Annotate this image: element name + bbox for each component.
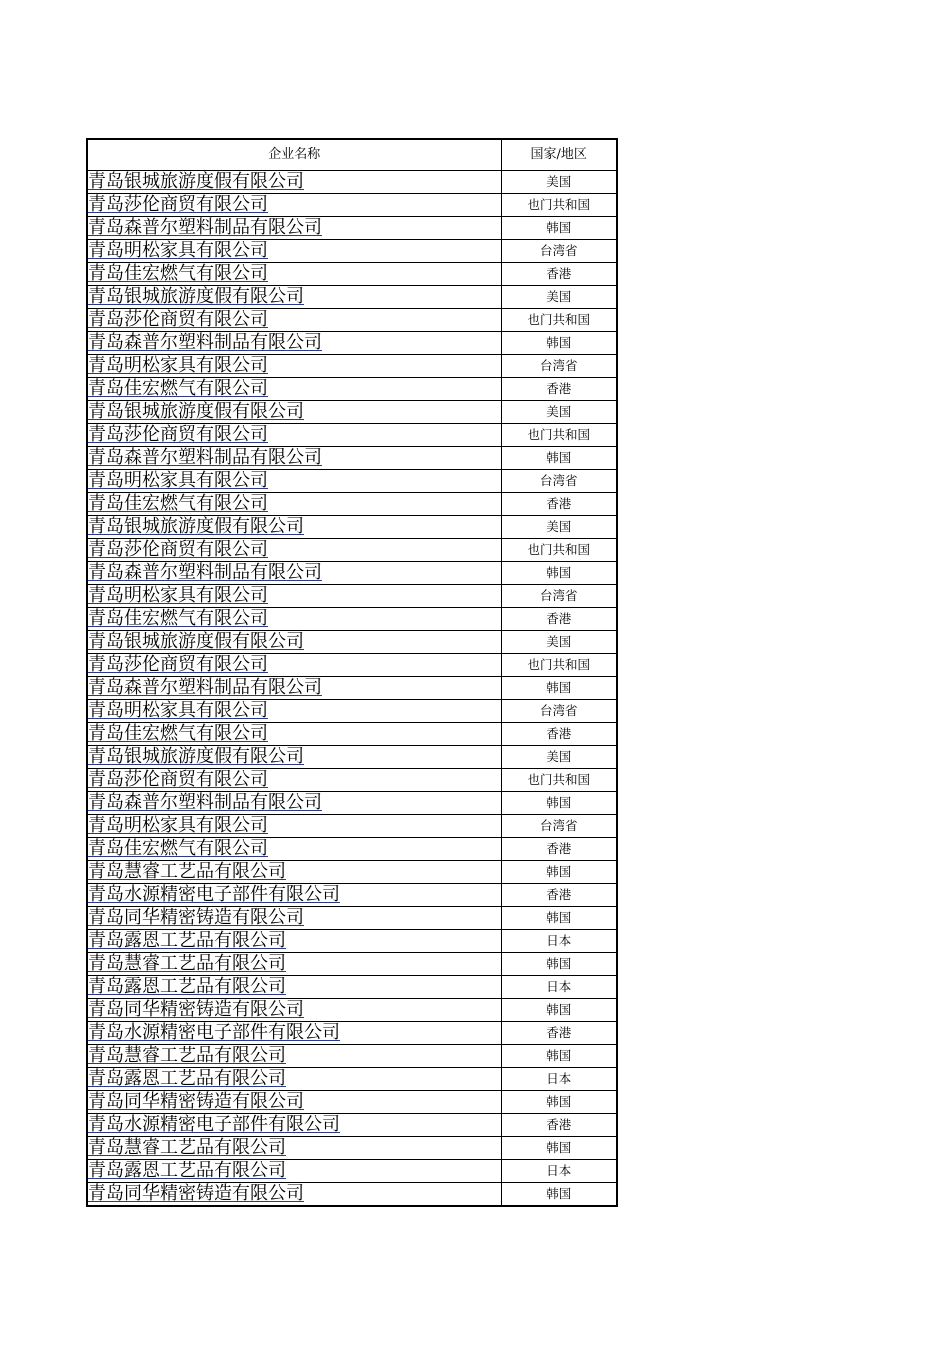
table-row (87, 309, 617, 332)
company-name-cell[interactable] (87, 1022, 501, 1045)
company-name-link[interactable]: 青岛水源精密电子部件有限公司 (88, 1022, 340, 1043)
company-name-cell[interactable] (87, 355, 501, 378)
header-country-region: 国家/地区 (501, 139, 617, 171)
table-row (87, 1068, 617, 1091)
company-name-cell[interactable] (87, 884, 501, 907)
company-name-cell[interactable] (87, 1091, 501, 1114)
country-region-cell: 韩国 (501, 999, 617, 1022)
country-region-cell: 韩国 (501, 792, 617, 815)
company-name-link[interactable]: 青岛明松家具有限公司 (88, 470, 268, 491)
table-row (87, 217, 617, 240)
company-name-link[interactable]: 青岛银城旅游度假有限公司 (88, 516, 304, 537)
company-name-link[interactable]: 青岛佳宏燃气有限公司 (88, 378, 268, 399)
company-name-cell[interactable] (87, 677, 501, 700)
company-name-link[interactable]: 青岛明松家具有限公司 (88, 585, 268, 606)
company-name-link[interactable]: 青岛银城旅游度假有限公司 (88, 286, 304, 307)
company-name-cell[interactable] (87, 976, 501, 999)
table-row (87, 263, 617, 286)
company-name-cell[interactable] (87, 562, 501, 585)
company-name-link[interactable]: 青岛同华精密铸造有限公司 (88, 999, 304, 1020)
country-region-cell: 美国 (501, 631, 617, 654)
table-row (87, 677, 617, 700)
company-name-cell[interactable] (87, 953, 501, 976)
company-name-link[interactable]: 青岛莎伦商贸有限公司 (88, 424, 268, 445)
country-region-cell: 韩国 (501, 953, 617, 976)
table-row (87, 861, 617, 884)
table-row (87, 1022, 617, 1045)
table-row (87, 792, 617, 815)
country-region-cell: 日本 (501, 1160, 617, 1183)
company-name-link[interactable]: 青岛森普尔塑料制品有限公司 (88, 447, 322, 468)
table-row (87, 907, 617, 930)
table-row (87, 769, 617, 792)
table-row (87, 930, 617, 953)
country-region-cell: 韩国 (501, 332, 617, 355)
country-region-cell: 台湾省 (501, 355, 617, 378)
company-name-cell[interactable] (87, 516, 501, 539)
company-name-cell[interactable] (87, 654, 501, 677)
table-row (87, 516, 617, 539)
company-name-cell[interactable] (87, 1045, 501, 1068)
country-region-cell: 台湾省 (501, 470, 617, 493)
company-name-cell[interactable] (87, 700, 501, 723)
company-name-link[interactable]: 青岛水源精密电子部件有限公司 (88, 884, 340, 905)
company-name-cell[interactable] (87, 286, 501, 309)
table-row (87, 286, 617, 309)
country-region-cell: 也门共和国 (501, 424, 617, 447)
company-name-cell[interactable] (87, 769, 501, 792)
table-row (87, 171, 617, 194)
company-name-cell[interactable] (87, 1183, 501, 1207)
table-row (87, 1160, 617, 1183)
company-name-link[interactable]: 青岛明松家具有限公司 (88, 355, 268, 376)
company-name-cell[interactable] (87, 240, 501, 263)
company-name-cell[interactable] (87, 171, 501, 194)
company-name-link[interactable]: 青岛银城旅游度假有限公司 (88, 631, 304, 652)
table-row (87, 631, 617, 654)
table-row (87, 355, 617, 378)
company-name-cell[interactable] (87, 539, 501, 562)
country-region-cell: 韩国 (501, 861, 617, 884)
company-name-cell[interactable] (87, 447, 501, 470)
country-region-cell: 美国 (501, 401, 617, 424)
company-name-link[interactable]: 青岛佳宏燃气有限公司 (88, 263, 268, 284)
table-row (87, 700, 617, 723)
table-row (87, 562, 617, 585)
country-region-cell: 韩国 (501, 1045, 617, 1068)
company-name-cell[interactable] (87, 907, 501, 930)
company-name-cell[interactable] (87, 263, 501, 286)
table-row (87, 1091, 617, 1114)
company-name-link[interactable]: 青岛莎伦商贸有限公司 (88, 539, 268, 560)
country-region-cell: 韩国 (501, 1091, 617, 1114)
company-name-cell[interactable] (87, 194, 501, 217)
table-row (87, 424, 617, 447)
company-name-cell[interactable] (87, 608, 501, 631)
table-row (87, 723, 617, 746)
country-region-cell: 香港 (501, 723, 617, 746)
company-name-cell[interactable] (87, 585, 501, 608)
table-row (87, 999, 617, 1022)
company-name-cell[interactable] (87, 424, 501, 447)
country-region-cell: 香港 (501, 838, 617, 861)
company-name-cell[interactable] (87, 815, 501, 838)
table-row (87, 1045, 617, 1068)
country-region-cell: 韩国 (501, 1183, 617, 1207)
country-region-cell: 也门共和国 (501, 539, 617, 562)
company-name-link[interactable]: 青岛水源精密电子部件有限公司 (88, 1114, 340, 1135)
company-name-link[interactable]: 青岛莎伦商贸有限公司 (88, 194, 268, 215)
table-row (87, 378, 617, 401)
country-region-cell: 台湾省 (501, 585, 617, 608)
table-row (87, 884, 617, 907)
company-name-cell[interactable] (87, 401, 501, 424)
country-region-cell: 日本 (501, 930, 617, 953)
table-row (87, 654, 617, 677)
table-row (87, 240, 617, 263)
country-region-cell: 香港 (501, 1114, 617, 1137)
company-name-cell[interactable] (87, 723, 501, 746)
company-name-link[interactable]: 青岛佳宏燃气有限公司 (88, 723, 268, 744)
country-region-cell: 日本 (501, 1068, 617, 1091)
company-name-link[interactable]: 青岛同华精密铸造有限公司 (88, 907, 304, 928)
country-region-cell: 美国 (501, 516, 617, 539)
table-row (87, 585, 617, 608)
company-name-cell[interactable] (87, 1160, 501, 1183)
company-name-cell[interactable] (87, 332, 501, 355)
table-row (87, 447, 617, 470)
country-region-cell: 香港 (501, 1022, 617, 1045)
table-row (87, 608, 617, 631)
company-name-cell[interactable] (87, 1137, 501, 1160)
company-name-cell[interactable] (87, 493, 501, 516)
company-name-cell[interactable] (87, 378, 501, 401)
country-region-cell: 台湾省 (501, 815, 617, 838)
company-name-link[interactable]: 青岛露恩工艺品有限公司 (88, 930, 286, 951)
table-row (87, 332, 617, 355)
table-row (87, 1183, 617, 1207)
country-region-cell: 美国 (501, 286, 617, 309)
country-region-cell: 美国 (501, 746, 617, 769)
table-row (87, 493, 617, 516)
company-name-link[interactable]: 青岛同华精密铸造有限公司 (88, 1183, 304, 1204)
country-region-cell: 香港 (501, 493, 617, 516)
company-name-link[interactable]: 青岛慧睿工艺品有限公司 (88, 953, 286, 974)
company-name-link[interactable]: 青岛莎伦商贸有限公司 (88, 654, 268, 675)
company-name-link[interactable]: 青岛银城旅游度假有限公司 (88, 171, 304, 192)
table-row (87, 1137, 617, 1160)
company-name-link[interactable]: 青岛莎伦商贸有限公司 (88, 309, 268, 330)
company-name-link[interactable]: 青岛莎伦商贸有限公司 (88, 769, 268, 790)
company-name-cell[interactable] (87, 1114, 501, 1137)
company-name-link[interactable]: 青岛慧睿工艺品有限公司 (88, 1137, 286, 1158)
company-name-cell[interactable] (87, 838, 501, 861)
company-name-link[interactable]: 青岛同华精密铸造有限公司 (88, 1091, 304, 1112)
country-region-cell: 香港 (501, 378, 617, 401)
country-region-cell: 韩国 (501, 677, 617, 700)
country-region-cell: 也门共和国 (501, 654, 617, 677)
company-name-link[interactable]: 青岛露恩工艺品有限公司 (88, 1068, 286, 1089)
company-name-link[interactable]: 青岛佳宏燃气有限公司 (88, 493, 268, 514)
company-name-link[interactable]: 青岛佳宏燃气有限公司 (88, 608, 268, 629)
table-row (87, 953, 617, 976)
company-name-link[interactable]: 青岛银城旅游度假有限公司 (88, 746, 304, 767)
company-name-cell[interactable] (87, 631, 501, 654)
company-name-link[interactable]: 青岛慧睿工艺品有限公司 (88, 1045, 286, 1066)
company-name-link[interactable]: 青岛森普尔塑料制品有限公司 (88, 792, 322, 813)
company-name-link[interactable]: 青岛明松家具有限公司 (88, 700, 268, 721)
company-name-link[interactable]: 青岛明松家具有限公司 (88, 240, 268, 261)
country-region-cell: 也门共和国 (501, 769, 617, 792)
table-row (87, 194, 617, 217)
table-body (87, 171, 617, 1207)
country-region-cell: 韩国 (501, 447, 617, 470)
country-region-cell: 香港 (501, 263, 617, 286)
company-name-cell[interactable] (87, 746, 501, 769)
company-name-link[interactable]: 青岛明松家具有限公司 (88, 815, 268, 836)
header-row (87, 139, 617, 171)
country-region-cell: 美国 (501, 171, 617, 194)
company-table (86, 138, 618, 1207)
table-row (87, 746, 617, 769)
company-name-cell[interactable] (87, 217, 501, 240)
company-name-link[interactable]: 青岛露恩工艺品有限公司 (88, 1160, 286, 1181)
country-region-cell: 也门共和国 (501, 309, 617, 332)
company-name-link[interactable]: 青岛慧睿工艺品有限公司 (88, 861, 286, 882)
table-row (87, 539, 617, 562)
table-row (87, 401, 617, 424)
header-company-name: 企业名称 (87, 139, 501, 171)
company-name-link[interactable]: 青岛佳宏燃气有限公司 (88, 838, 268, 859)
country-region-cell: 日本 (501, 976, 617, 999)
country-region-cell: 韩国 (501, 562, 617, 585)
country-region-cell: 香港 (501, 608, 617, 631)
country-region-cell: 韩国 (501, 907, 617, 930)
company-name-cell[interactable] (87, 470, 501, 493)
company-name-cell[interactable] (87, 999, 501, 1022)
table-row (87, 470, 617, 493)
country-region-cell: 台湾省 (501, 240, 617, 263)
company-name-link[interactable]: 青岛森普尔塑料制品有限公司 (88, 677, 322, 698)
table-row (87, 838, 617, 861)
company-name-cell[interactable] (87, 861, 501, 884)
company-name-cell[interactable] (87, 792, 501, 815)
table-row (87, 815, 617, 838)
table-row (87, 1114, 617, 1137)
company-name-link[interactable]: 青岛露恩工艺品有限公司 (88, 976, 286, 997)
country-region-cell: 台湾省 (501, 700, 617, 723)
company-name-link[interactable]: 青岛银城旅游度假有限公司 (88, 401, 304, 422)
company-name-cell[interactable] (87, 1068, 501, 1091)
company-name-link[interactable]: 青岛森普尔塑料制品有限公司 (88, 217, 322, 238)
company-name-cell[interactable] (87, 930, 501, 953)
country-region-cell: 也门共和国 (501, 194, 617, 217)
table-row (87, 976, 617, 999)
company-name-cell[interactable] (87, 309, 501, 332)
country-region-cell: 香港 (501, 884, 617, 907)
company-name-link[interactable]: 青岛森普尔塑料制品有限公司 (88, 562, 322, 583)
company-name-link[interactable]: 青岛森普尔塑料制品有限公司 (88, 332, 322, 353)
country-region-cell: 韩国 (501, 217, 617, 240)
country-region-cell: 韩国 (501, 1137, 617, 1160)
